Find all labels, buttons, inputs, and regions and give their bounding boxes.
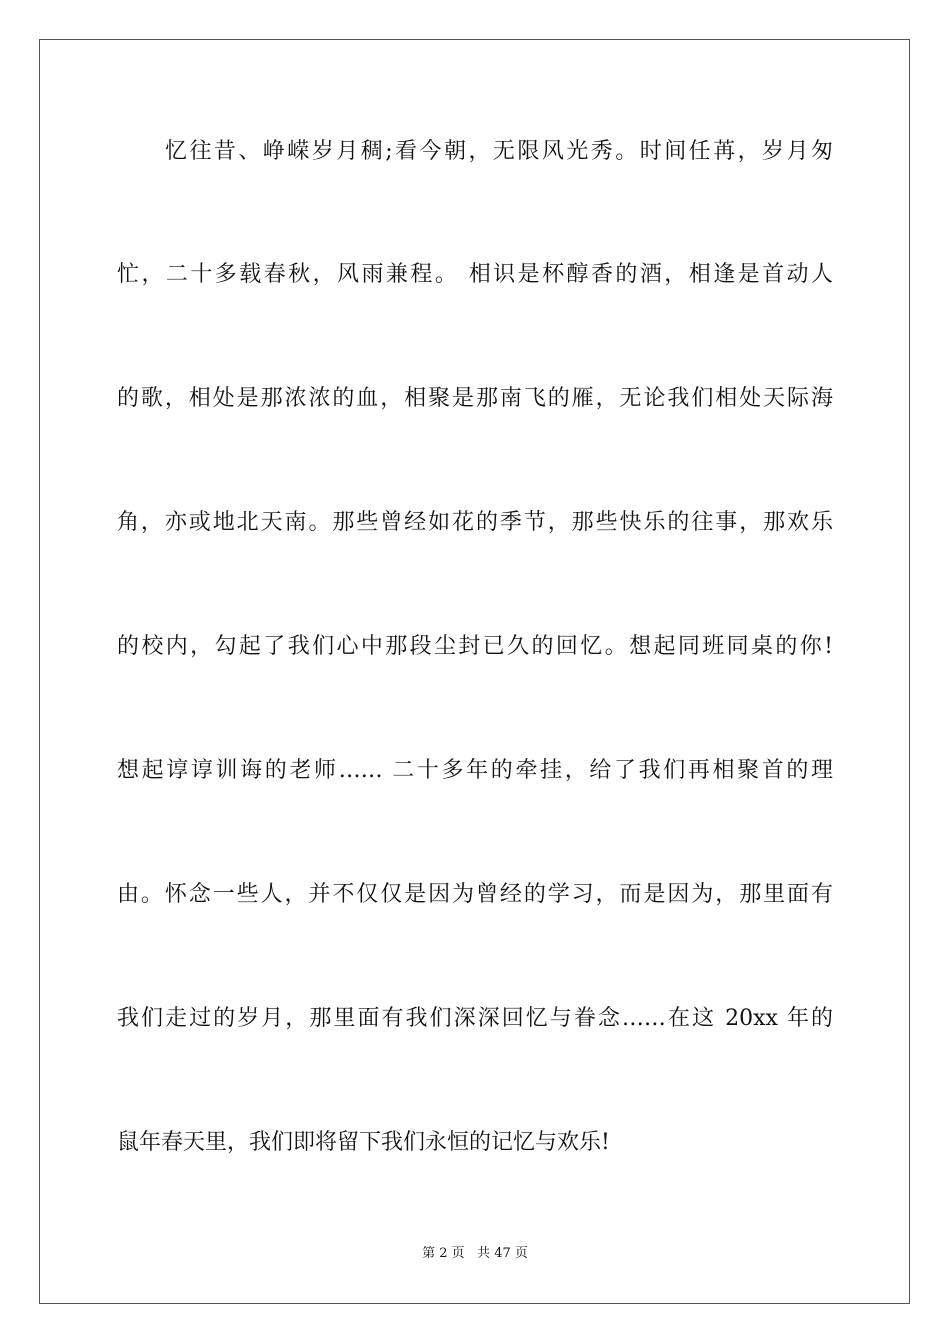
paragraph-line-4: 角，亦或地北天南。那些曾经如花的季节，那些快乐的往事，那欢乐	[117, 510, 833, 535]
paragraph-line-3: 的歌，相处是那浓浓的血，相聚是那南飞的雁，无论我们相处天际海	[117, 386, 833, 411]
paragraph-line-9: 鼠年春天里，我们即将留下我们永恒的记忆与欢乐!	[117, 1130, 610, 1155]
page-border	[39, 39, 910, 1304]
paragraph-line-2: 忙，二十多载春秋，风雨兼程。 相识是杯醇香的酒，相逢是首动人	[117, 262, 833, 287]
paragraph-line-7: 由。怀念一些人，并不仅仅是因为曾经的学习，而是因为，那里面有	[117, 882, 833, 907]
paragraph-line-1: 忆往昔、峥嵘岁月稠;看今朝，无限风光秀。时间任苒，岁月匆	[165, 139, 833, 164]
paragraph-line-5: 的校内，勾起了我们心中那段尘封已久的回忆。想起同班同桌的你!	[117, 634, 833, 659]
page-footer-number: 第 2 页 共 47 页	[422, 1246, 528, 1261]
paragraph-line-8: 我们走过的岁月，那里面有我们深深回忆与眷念……在这 20xx 年的	[117, 1006, 833, 1031]
paragraph-line-6: 想起谆谆训诲的老师…… 二十多年的牵挂，给了我们再相聚首的理	[117, 758, 833, 783]
